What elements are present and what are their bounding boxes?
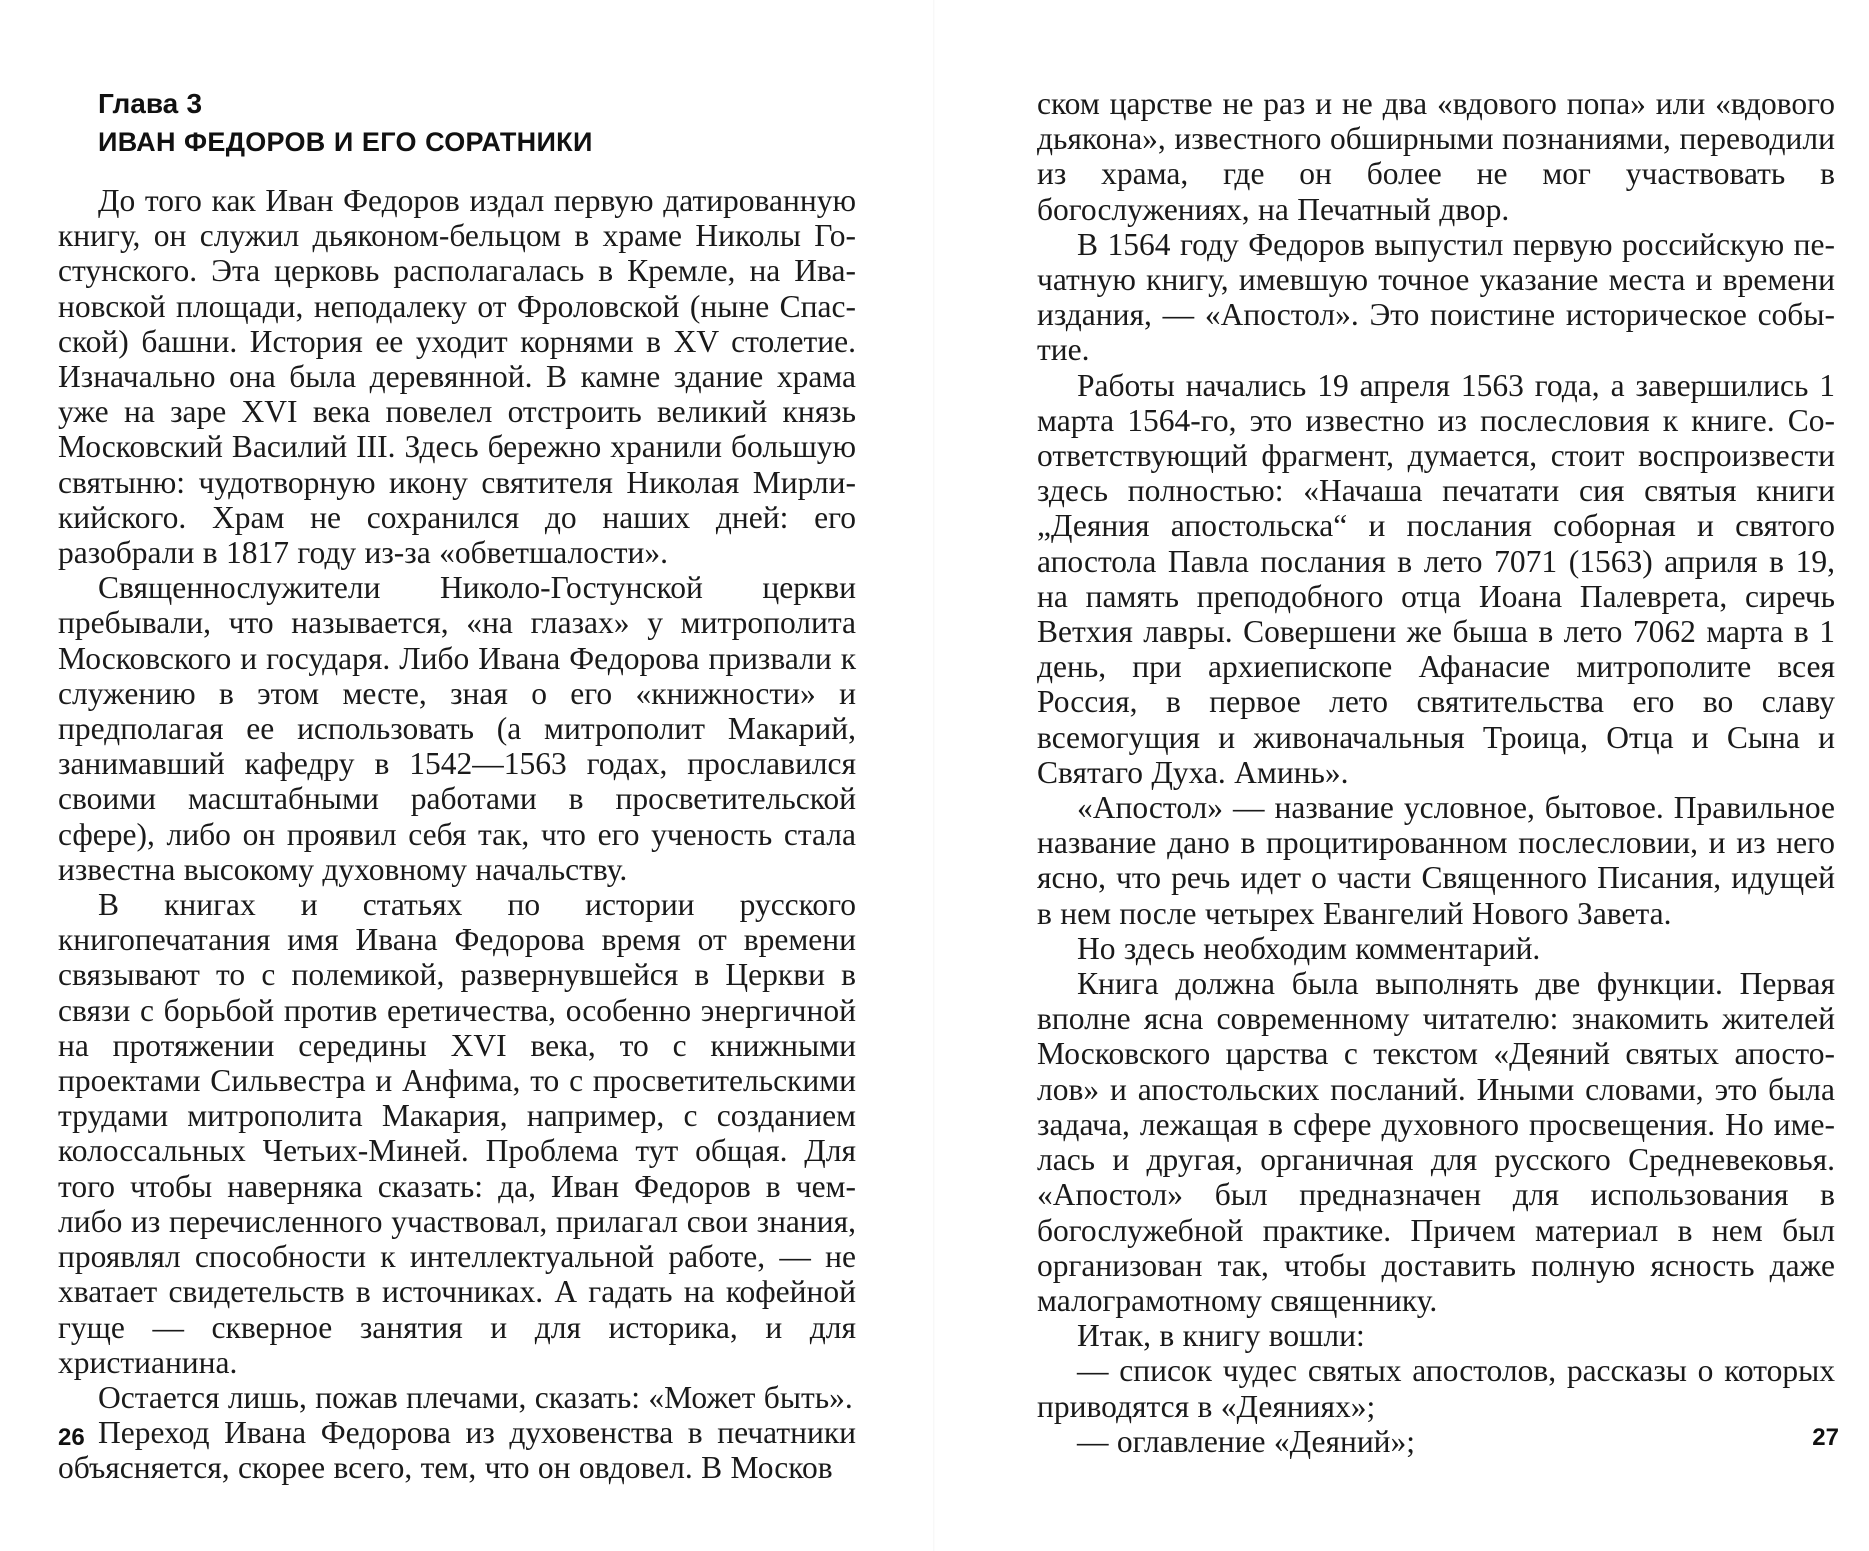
left-page <box>0 0 934 1551</box>
paragraph: Священнослужители Николо-Гостунской церкви пребывали, что называется, «на глазах» у митрополита Московского и государя. Либо Ивана Федорова призвали к служению в этом месте, зная о его «книжности» и предполагая ее использовать (а митрополит Макарий, занимавший кафедру в 1542—1563 годах, прославился своими масштабными работами в просветительской сфере), либо он проявил себя так, что его ученость стала известна высокому духовному начальству. <box>58 570 856 887</box>
paragraph: Итак, в книгу вошли: <box>1077 1318 1365 1354</box>
paragraph: Книга должна была выполнять две функции. Первая вполне ясна современному читателю: знакомить жителей Московского царства с текстом «Деяний святых апостолов» и апостольских посланий. Иными словами, это была задача, лежащая в сфере духовного просвещения. Но имелась и другая, органичная для русского Средневековья. «Апостол» был предназначен для использования в богослужебной практике. Причем материал в нем был организован так, чтобы доставить полную ясность даже малограмотному священнику. <box>1037 966 1835 1318</box>
page-number-left: 26 <box>58 1424 85 1451</box>
paragraph: Остается лишь, пожав плечами, сказать: «Может быть». <box>98 1379 853 1415</box>
paragraph: ском царстве не раз и не два «вдового попа» или «вдового дьякона», известного обширными познаниями, переводили из храма, где он более не мог участвовать в богослужениях, на Печатный двор. <box>1037 86 1835 227</box>
paragraph: До того как Иван Федоров издал первую датированную книгу, он служил дьяконом-бельцом в храме Николы Гостунского. Эта церковь располагалась в Кремле, на Ивановской площади, неподалеку от Фроловской (ныне Спасской) башни. История ее уходит корнями в XV столетие. Изначально она была деревянной. В камне здание храма уже на заре XVI века повелел отстроить великий князь Московский Василий III. Здесь бережно хранили большую святыню: чудотворную икону святителя Николая Мирликийского. Храм не сохранился до наших дней: его разобрали в 1817 году из-за «обветшалости». <box>58 183 856 571</box>
paragraph: Работы начались 19 апреля 1563 года, а завершились 1 марта 1564-го, это известно из послесловия к книге. Соответствующий фрагмент, думается, стоит воспроизвести здесь полностью: «Начаша печатати сия святыя книги „Деяния апостольска“ и послания соборная и святого апостола Павла послания в лето 7071 (1563) априля в 19, на память преподобного отца Иоана Палеврета, сиречь Ветхия лавры. Совершени же быша в лето 7062 марта в 1 день, при архиепископе Афанасие митрополите всея Россия, в первое лето святительства его во славу всемогущия и живоначальныя Троица, Отца и Сына и Святаго Духа. Аминь». <box>1037 367 1835 790</box>
left-page-text-column <box>58 86 856 1486</box>
chapter-number: Глава 3 <box>98 88 203 119</box>
right-page-text-column <box>1037 86 1835 1459</box>
paragraph: Переход Ивана Федорова из духовенства в печатники объясняется, скорее всего, тем, что он овдовел. В Москов <box>58 1415 856 1486</box>
page-number-right: 27 <box>1812 1424 1839 1451</box>
paragraph: «Апостол» — название условное, бытовое. Правильное название дано в процитированном послесловии, и из него ясно, что речь идет о части Священного Писания, идущей в нем после четырех Евангелий Нового Завета. <box>1037 790 1835 931</box>
list-item: — оглавление «Деяний»; <box>1077 1423 1416 1459</box>
chapter-title: ИВАН ФЕДОРОВ И ЕГО СОРАТНИКИ <box>98 127 593 157</box>
list-item: — список чудес святых апостолов, рассказы о которых приводятся в «Деяниях»; <box>1037 1353 1835 1424</box>
right-page <box>934 0 1869 1551</box>
paragraph: В книгах и статьях по истории русского книгопечатания имя Ивана Федорова время от времени связывают то с полемикой, развернувшейся в Церкви в связи с борьбой против еретичества, особенно энергичной на протяжении середины XVI века, то с книжными проектами Сильвестра и Анфима, то с просветительскими трудами митрополита Макария, например, с созданием колоссальных Четьих-Миней. Проблема тут общая. Для того чтобы наверняка сказать: да, Иван Федоров в чемлибо из перечисленного участвовал, прилагал свои знания, проявлял способности к интеллектуальной работе, — не хватает свидетельств в источниках. А гадать на кофейной гуще — скверное занятия и для историка, и для христианина. <box>58 887 856 1380</box>
paragraph: В 1564 году Федоров выпустил первую российскую печатную книгу, имевшую точное указание места и времени издания, — «Апостол». Это поистине историческое событие. <box>1037 226 1835 368</box>
paragraph: Но здесь необходим комментарий. <box>1077 930 1541 966</box>
